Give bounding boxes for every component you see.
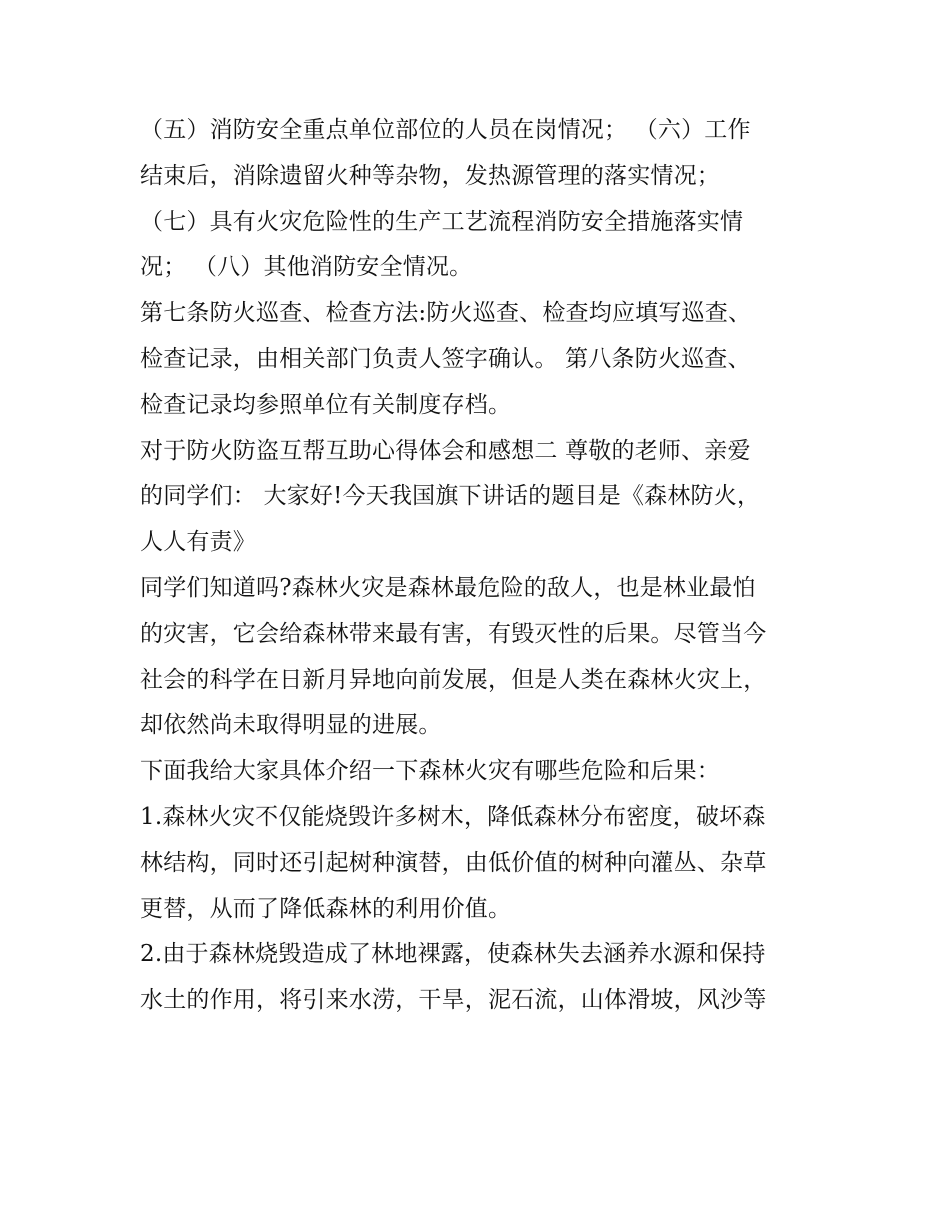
text-line: （五）消防安全重点单位部位的人员在岗情况； （六）工作 [140,117,751,143]
text-line: 对于防火防盗互帮互助心得体会和感想二 尊敬的老师、亲爱 [140,437,751,464]
text-line: 的同学们： 大家好!今天我国旗下讲话的题目是《森林防火， [140,483,761,510]
text-line: 第七条防火巡查、检查方法:防火巡查、检查均应填写巡查、 [140,300,752,327]
text-line: 社会的科学在日新月异地向前发展，但是人类在森林火灾上， [140,666,767,693]
document-body [140,108,820,1024]
text-line: 同学们知道吗?森林火灾是森林最危险的敌人，也是林业最怕 [140,574,756,601]
text-line: 林结构，同时还引起树种演替，由低价值的树种向灌丛、杂草 [140,849,767,876]
text-line: 却依然尚未取得明显的进展。 [140,712,442,739]
text-line: 下面我给大家具体介绍一下森林火灾有哪些危险和后果： [140,758,720,785]
text-line: 更替，从而了降低森林的利用价值。 [140,895,512,922]
text-line: 检查记录，由相关部门负责人签字确认。 第八条防火巡查、 [140,345,751,372]
text-line: 的灾害，它会给森林带来最有害，有毁灭性的后果。尽管当今 [140,620,767,647]
text-line: 结束后，消除遗留火种等杂物，发热源管理的落实情况； [140,162,720,189]
text-line: 检查记录均参照单位有关制度存档。 [140,391,512,418]
text-line: 人人有责》 [140,529,256,556]
text-line: 水土的作用，将引来水涝，干旱，泥石流，山体滑坡，风沙等 [140,987,767,1014]
text-line: （七）具有火灾危险性的生产工艺流程消防安全措施落实情 [140,208,744,235]
text-line: 2.由于森林烧毁造成了林地裸露，使森林失去涵养水源和保持 [140,941,766,968]
text-line: 1.森林火灾不仅能烧毁许多树木，降低森林分布密度，破坏森 [140,803,766,830]
text-line: 况； （八）其他消防安全情况。 [140,254,473,281]
